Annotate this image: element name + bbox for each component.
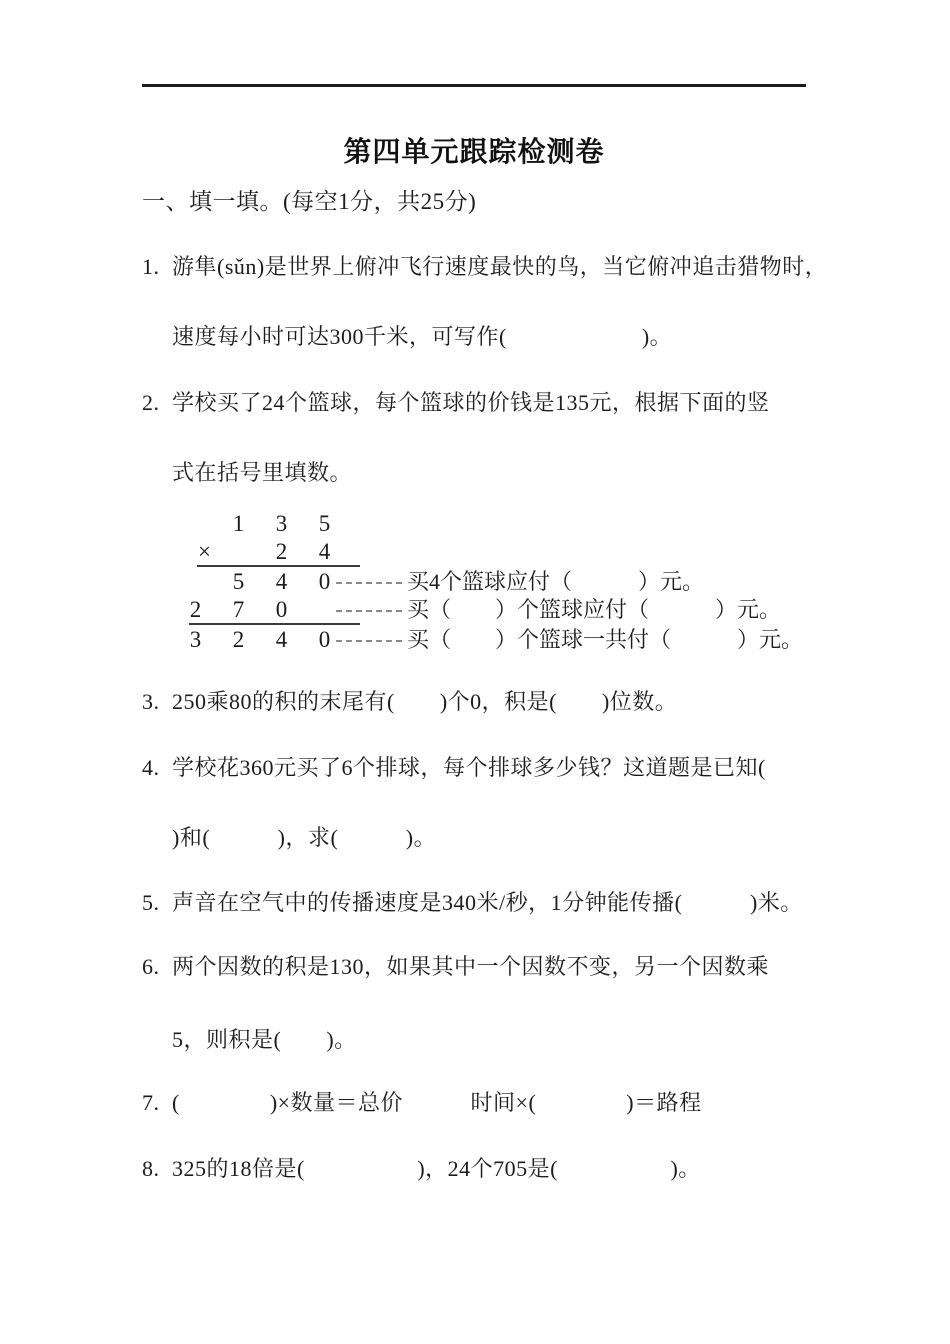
- question-4-line-1: [142, 754, 766, 782]
- question-6-text-continued: 5，则积是( )。: [172, 1027, 357, 1052]
- question-8-line-1: [142, 1155, 701, 1183]
- question-3-line-1: [142, 688, 677, 716]
- mult-digit: 1: [232, 511, 245, 536]
- header-rule: [142, 84, 806, 87]
- mult-row-partial-product-2: [174, 596, 346, 624]
- question-4-line-2: [172, 824, 436, 852]
- mult-digit: 7: [232, 597, 245, 622]
- mult-row-partial-product-1: [174, 568, 346, 596]
- question-6-line-2: [172, 1026, 357, 1054]
- question-1-line-1: [142, 253, 827, 281]
- question-1-number: 1.: [142, 254, 160, 279]
- question-1-line-2: [172, 323, 672, 351]
- question-4-text-continued: )和( )，求( )。: [172, 825, 437, 850]
- question-6-number: 6.: [142, 954, 160, 979]
- question-7-number: 7.: [142, 1090, 160, 1115]
- mult-digit: 2: [275, 539, 288, 564]
- page-title: 第四单元跟踪检测卷: [343, 136, 605, 167]
- question-7-text: ( )×数量＝总价 时间×( )＝路程: [172, 1090, 702, 1115]
- question-4-text: 学校花360元买了6个排球，每个排球多少钱？这道题是已知(: [172, 755, 766, 780]
- dashed-leader: [336, 640, 402, 642]
- question-3-number: 3.: [142, 689, 160, 714]
- mult-label-1-text: 买4个篮球应付（ ）元。: [407, 569, 705, 594]
- mult-label-1: [336, 568, 704, 596]
- question-2-text: 学校买了24个篮球，每个篮球的价钱是135元，根据下面的竖: [172, 390, 770, 415]
- multiply-sign: ×: [198, 539, 211, 564]
- mult-label-3: [336, 626, 803, 654]
- question-5-line-1: [142, 889, 803, 917]
- mult-digit: 3: [189, 627, 202, 652]
- mult-label-2-text: 买（ ）个篮球应付（ ）元。: [407, 597, 782, 622]
- question-6-line-1: [142, 953, 769, 981]
- mult-digit: 2: [189, 597, 202, 622]
- mult-digit: 5: [232, 569, 245, 594]
- mult-digit: 0: [318, 569, 331, 594]
- mult-digit: 4: [275, 627, 288, 652]
- question-1-text-continued: 速度每小时可达300千米，可写作( )。: [172, 324, 673, 349]
- question-6-text: 两个因数的积是130，如果其中一个因数不变，另一个因数乘: [172, 954, 770, 979]
- mult-digit: 4: [318, 539, 331, 564]
- mult-digit: 4: [275, 569, 288, 594]
- mult-digit: 3: [275, 511, 288, 536]
- mult-row-multiplier: [174, 538, 346, 566]
- mult-digit: 0: [275, 597, 288, 622]
- section-heading: [142, 188, 476, 216]
- question-5-number: 5.: [142, 890, 160, 915]
- question-8-number: 8.: [142, 1156, 160, 1181]
- mult-digit: 2: [232, 627, 245, 652]
- mult-rule-1: [197, 565, 360, 567]
- question-2-number: 2.: [142, 390, 160, 415]
- question-7-line-1: [142, 1089, 702, 1117]
- question-2-line-1: [142, 389, 770, 417]
- dashed-leader: [336, 610, 402, 612]
- question-1-text: 游隼(sǔn)是世界上俯冲飞行速度最快的鸟，当它俯冲追击猎物时，: [172, 254, 828, 279]
- mult-digit: 5: [318, 511, 331, 536]
- mult-label-2: [336, 596, 781, 624]
- question-4-number: 4.: [142, 755, 160, 780]
- mult-rule-2: [189, 623, 360, 625]
- question-5-text: 声音在空气中的传播速度是340米/秒，1分钟能传播( )米。: [172, 890, 803, 915]
- mult-row-multiplicand: [174, 510, 346, 538]
- question-3-text: 250乘80的积的末尾有( )个0，积是( )位数。: [172, 689, 678, 714]
- mult-digit: 0: [318, 627, 331, 652]
- dashed-leader: [336, 582, 402, 584]
- mult-label-3-text: 买（ ）个篮球一共付（ ）元。: [407, 627, 804, 652]
- mult-row-final-product: [174, 626, 346, 654]
- question-8-text: 325的18倍是( )，24个705是( )。: [172, 1156, 701, 1181]
- question-2-text-continued: 式在括号里填数。: [172, 460, 353, 485]
- question-2-line-2: [172, 459, 352, 487]
- section-heading-text: 一、填一填。(每空1分，共25分): [142, 189, 477, 214]
